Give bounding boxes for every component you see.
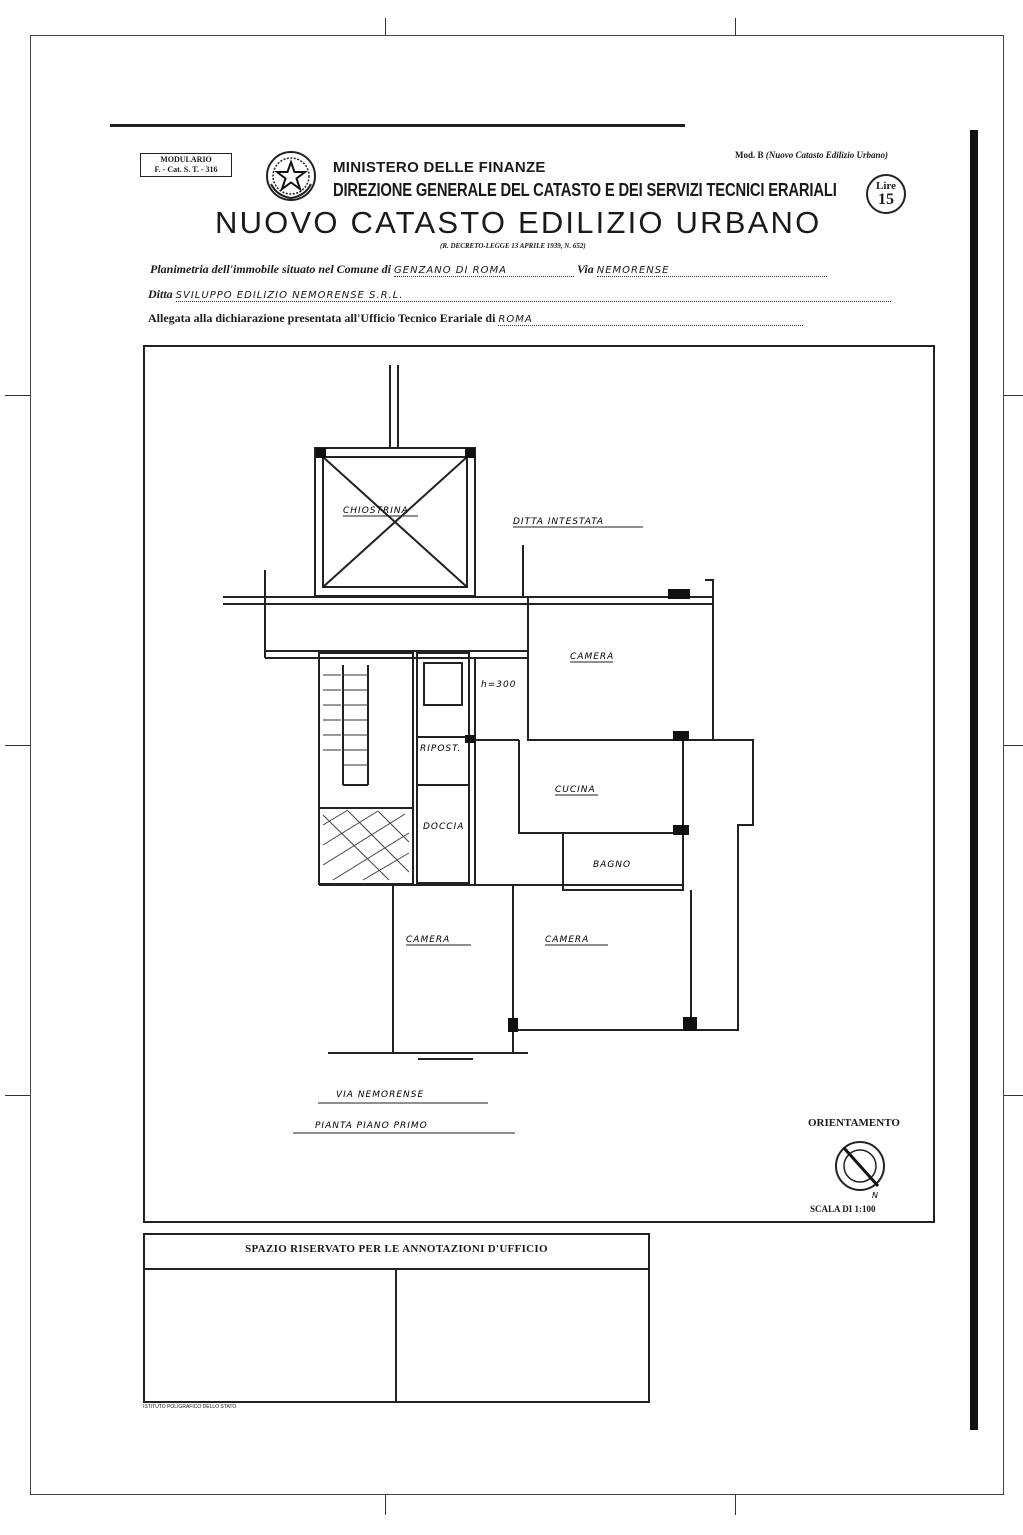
elevator-hatch: [323, 810, 409, 880]
model-label: [735, 150, 888, 160]
ditta-row: [148, 287, 891, 302]
north-letter: N: [872, 1191, 878, 1200]
registration-tick: [735, 1495, 736, 1515]
binding-bar: [970, 130, 978, 1430]
registration-tick: [5, 395, 30, 396]
label-camera-3: CAMERA: [545, 935, 590, 945]
balcony-rail: [683, 740, 753, 1030]
cucina-walls: [519, 740, 683, 833]
camera-3-walls: [513, 890, 691, 1030]
directorate-name: DIREZIONE GENERALE DEL CATASTO E DEI SERVIZI TECNICI ERARIALI: [333, 180, 837, 200]
republic-emblem-icon: [265, 150, 317, 202]
lift-cabin: [424, 663, 462, 705]
camera-2-walls: [393, 885, 513, 1053]
registration-tick: [5, 1095, 30, 1096]
label-bagno: BAGNO: [593, 860, 632, 870]
via-label: Via: [577, 262, 594, 276]
stamp-fee-value: 15: [878, 191, 894, 208]
ditta-value: SVILUPPO EDILIZIO NEMORENSE S.R.L.: [176, 290, 891, 302]
stamp-fee-label: Lire: [876, 180, 896, 192]
stair-treads: [323, 675, 368, 765]
orientation-label: ORIENTAMENTO: [808, 1117, 900, 1129]
modulario-line2: F. - Cat. S. T. - 316: [154, 165, 218, 174]
doccia-room: [417, 785, 469, 883]
printer-credit: ISTITUTO POLIGRAFICO DELLO STATO: [143, 1404, 237, 1410]
wall: [705, 580, 713, 597]
label-h300: h=300: [481, 680, 517, 690]
registration-tick: [385, 1495, 386, 1515]
label-doccia: DOCCIA: [423, 822, 465, 832]
comune-value: GENZANO DI ROMA: [394, 265, 574, 277]
decree-reference: (R. DECRETO-LEGGE 13 APRILE 1939, N. 652): [440, 242, 586, 250]
label-ditta-intestata: DITTA INTESTATA: [513, 517, 605, 527]
label-camera-2: CAMERA: [406, 935, 451, 945]
registration-tick: [5, 745, 30, 746]
ditta-label: Ditta: [148, 287, 173, 301]
registration-tick: [1004, 745, 1023, 746]
registration-tick: [735, 18, 736, 35]
label-camera-1: CAMERA: [570, 652, 615, 662]
ufficio-value: ROMA: [498, 314, 803, 326]
registration-tick: [1004, 1095, 1023, 1096]
ministry-name: MINISTERO DELLE FINANZE: [333, 159, 546, 176]
registration-tick: [1004, 395, 1023, 396]
top-rule: [110, 124, 685, 127]
allegata-row: [148, 311, 803, 326]
label-ripost: RIPOST.: [420, 744, 462, 754]
street-label: VIA NEMORENSE: [336, 1090, 425, 1100]
label-chiostrina: CHIOSTRINA: [343, 506, 409, 516]
model-description: (Nuovo Catasto Edilizio Urbano): [765, 150, 889, 160]
scale-label: SCALA DI 1:100: [810, 1204, 876, 1214]
planimetria-label: Planimetria dell'immobile situato nel Comune di: [150, 262, 392, 276]
stamp-fee: [866, 174, 906, 214]
model-code: Mod. B: [735, 150, 764, 160]
modulario-line1: MODULARIO: [160, 155, 212, 164]
annotations-column-divider: [395, 1269, 397, 1402]
label-cucina: CUCINA: [555, 785, 596, 795]
via-value: NEMORENSE: [597, 265, 827, 277]
floor-label: PIANTA PIANO PRIMO: [315, 1121, 428, 1131]
modulario-box: [140, 153, 232, 177]
camera-1-walls: [528, 597, 713, 740]
document-title: NUOVO CATASTO EDILIZIO URBANO: [215, 205, 822, 240]
annotations-title: SPAZIO RISERVATO PER LE ANNOTAZIONI D'UFFICIO: [245, 1243, 548, 1255]
registration-tick: [385, 18, 386, 35]
floor-plan: [143, 345, 935, 1223]
allegata-label: Allegata alla dichiarazione presentata all'Ufficio Tecnico Erariale di: [148, 311, 496, 325]
planimetria-row: [150, 262, 827, 277]
north-arrow-icon: [832, 1138, 892, 1200]
